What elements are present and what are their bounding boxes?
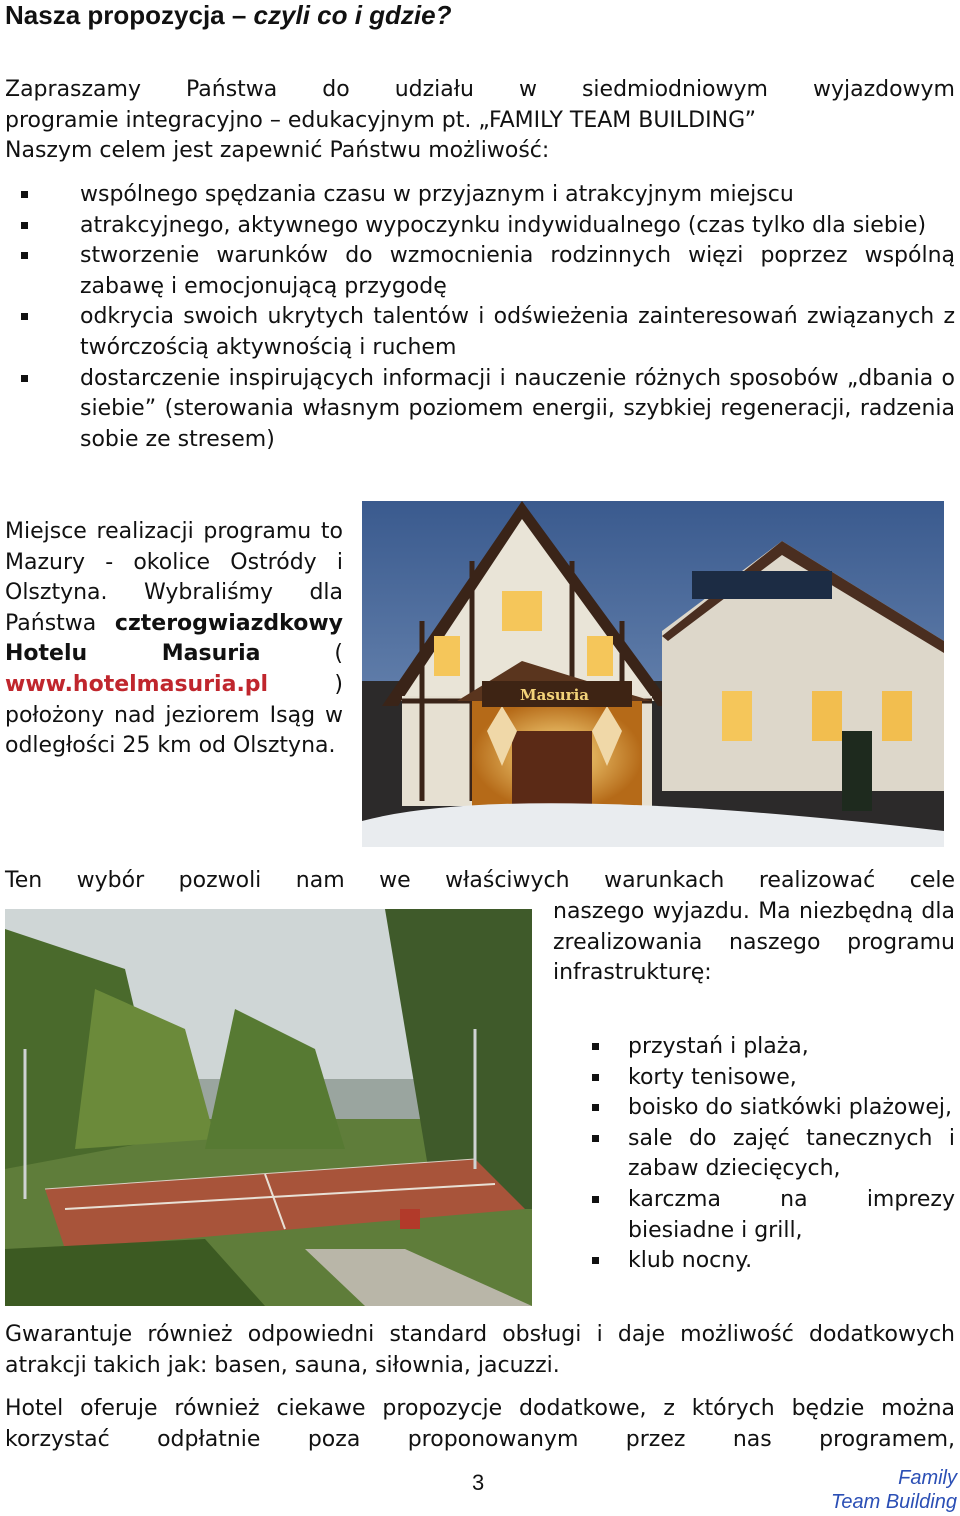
footer-brand bbox=[831, 1466, 957, 1514]
footer-brand-line-2: Team Building bbox=[830, 1491, 957, 1513]
list-item: sale do zajęć tanecznych i zabaw dziecięcych, bbox=[588, 1124, 955, 1185]
list-item: atrakcyjnego, aktywnego wypoczynku indywidualnego (czas tylko dla siebie) bbox=[5, 211, 955, 242]
extra-paragraph: Hotel oferuje również ciekawe propozycje dodatkowe, z których będzie można korzystać odpłatnie poza proponowanym przez nas programem, bbox=[5, 1396, 955, 1452]
page-number: 3 bbox=[472, 1470, 485, 1495]
list-item: karczma na imprezy biesiadne i grill, bbox=[588, 1185, 955, 1246]
tennis-court-photo bbox=[5, 909, 532, 1306]
hotel-photo bbox=[362, 501, 944, 847]
list-item: stworzenie warunków do wzmocnienia rodzinnych więzi poprzez wspólną zabawę i emocjonującą przygodę bbox=[5, 241, 955, 302]
intro-line-1: Zapraszamy Państwa do udziału w siedmiodniowym wyjazdowym bbox=[5, 77, 955, 102]
choice-rest: naszego wyjazdu. Ma niezbędną dla zrealizowania naszego programu infrastrukturę: bbox=[553, 899, 955, 986]
goals-list bbox=[5, 180, 955, 455]
footer-brand-line-1: Family bbox=[898, 1467, 957, 1489]
list-item: korty tenisowe, bbox=[588, 1063, 955, 1094]
hotel-sign-text: Masuria bbox=[520, 686, 589, 704]
page-title-main: Nasza propozycja – bbox=[5, 0, 254, 30]
list-item: dostarczenie inspirujących informacji i nauczenie różnych sposobów „dbania o siebie” (sterowania własnym poziomem energii, szybkiej regeneracji, radzenia sobie ze stresem) bbox=[5, 364, 955, 456]
location-text-2: położony nad jeziorem Isąg w odległości 25 km od Olsztyna. bbox=[5, 702, 343, 759]
intro-line-2: programie integracyjno – edukacyjnym pt. „FAMILY TEAM BUILDING” bbox=[5, 107, 757, 133]
guarantee-paragraph: Gwarantuje również odpowiedni standard obsługi i daje możliwość dodatkowych atrakcji takich jak: basen, sauna, siłownia, jacuzzi. bbox=[5, 1322, 955, 1378]
list-item: przystań i plaża, bbox=[588, 1032, 955, 1063]
location-paragraph bbox=[5, 517, 343, 762]
location-text-1: Miejsce realizacji programu to Mazury - okolice Ostródy i Olsztyna. Wybraliśmy dla Państwa bbox=[5, 519, 343, 636]
paren-close: ) bbox=[334, 671, 343, 697]
intro-paragraph bbox=[5, 75, 955, 167]
list-item: odkrycia swoich ukrytych talentów i odświeżenia zainteresowań związanych z twórczością aktywnością i ruchem bbox=[5, 302, 955, 363]
page-title bbox=[5, 0, 451, 30]
hotel-website-link[interactable]: www.hotelmasuria.pl bbox=[5, 671, 269, 697]
page-title-italic: czyli co i gdzie? bbox=[253, 0, 452, 30]
infrastructure-list bbox=[588, 1032, 955, 1277]
list-item: wspólnego spędzania czasu w przyjaznym i atrakcyjnym miejscu bbox=[5, 180, 955, 211]
list-item: boisko do siatkówki plażowej, bbox=[588, 1093, 955, 1124]
paren-open: ( bbox=[334, 641, 343, 667]
hotel-name: czterogwiazdkowy Hotelu Masuria bbox=[5, 610, 343, 667]
intro-line-3: Naszym celem jest zapewnić Państwu możliwość: bbox=[5, 138, 550, 164]
list-item: klub nocny. bbox=[588, 1246, 955, 1277]
choice-line-1: Ten wybór pozwoli nam we właściwych warunkach realizować cele bbox=[5, 868, 955, 893]
